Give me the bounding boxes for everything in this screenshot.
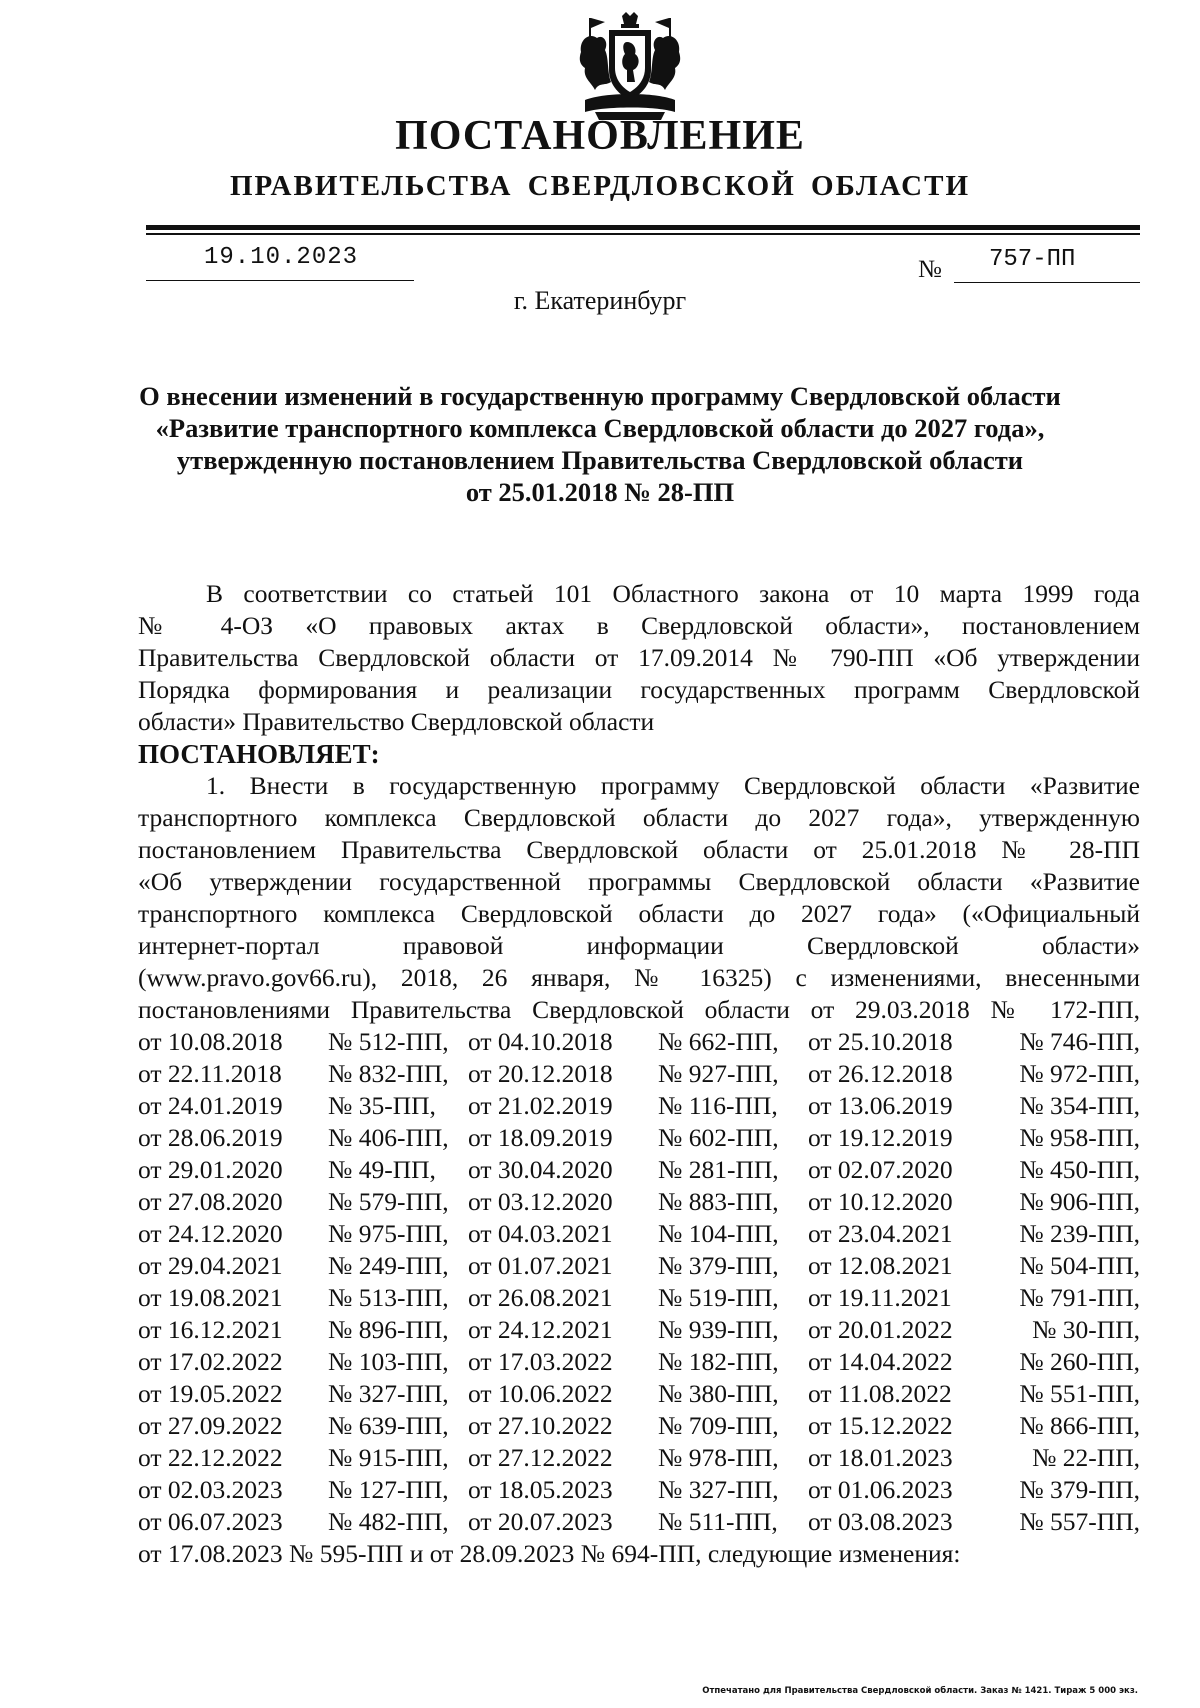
amendment-date: от 27.10.2022 [468, 1411, 613, 1440]
coat-of-arms-icon [575, 12, 685, 124]
amendment-date: от 04.10.2018 [468, 1027, 613, 1056]
amendment-number: № 127-ПП, [328, 1475, 449, 1504]
amendment-number: № 972-ПП, [1019, 1059, 1140, 1088]
amendment-row [138, 1282, 1140, 1314]
amendment-row [138, 1410, 1140, 1442]
amendment-date: от 18.09.2019 [468, 1123, 613, 1152]
amendment-date: от 01.07.2021 [468, 1251, 613, 1280]
amendment-date: от 03.08.2023 [808, 1507, 953, 1536]
final-line: от 17.08.2023 № 595-ПП и от 28.09.2023 № 694-ПП, следующие изменения: [138, 1539, 961, 1568]
amendment-number: № 512-ПП, [328, 1027, 449, 1056]
amendment-number: № 939-ПП, [658, 1315, 779, 1344]
amendment-row [138, 1122, 1140, 1154]
document-title: ПОСТАНОВЛЕНИЕ [395, 113, 805, 159]
amendment-number: № 116-ПП, [658, 1091, 778, 1120]
document-subtitle: ПРАВИТЕЛЬСТВА СВЕРДЛОВСКОЙ ОБЛАСТИ [229, 170, 971, 202]
amendment-number: № 915-ПП, [328, 1443, 449, 1472]
amendment-row [138, 1378, 1140, 1410]
preamble-line: В соответствии со статьей 101 Областного закона от 10 марта 1999 года [206, 579, 1140, 608]
amendment-row [138, 1346, 1140, 1378]
amendment-date: от 23.04.2021 [808, 1219, 953, 1248]
amendment-number: № 249-ПП, [328, 1251, 449, 1280]
amendment-number: № 709-ПП, [658, 1411, 779, 1440]
document-city: г. Екатеринбург [513, 286, 687, 315]
amendment-number: № 551-ПП, [1019, 1379, 1140, 1408]
amendment-number: № 511-ПП, [658, 1507, 778, 1536]
amendment-date: от 20.01.2022 [808, 1315, 953, 1344]
amendment-date: от 29.01.2020 [138, 1155, 283, 1184]
amendment-number: № 978-ПП, [658, 1443, 779, 1472]
heading-line: утвержденную постановлением Правительства Свердловской области [176, 445, 1024, 475]
amendment-row [138, 1474, 1140, 1506]
header-divider-thick [146, 225, 1140, 230]
amendment-date: от 19.12.2019 [808, 1123, 953, 1152]
amendment-row [138, 1218, 1140, 1250]
amendment-number: № 281-ПП, [658, 1155, 779, 1184]
document-heading [130, 380, 1070, 508]
amendment-date: от 14.04.2022 [808, 1347, 953, 1376]
amendment-number: № 182-ПП, [658, 1347, 779, 1376]
amendment-row [138, 1506, 1140, 1538]
amendment-number: № 579-ПП, [328, 1187, 449, 1216]
amendment-date: от 02.03.2023 [138, 1475, 283, 1504]
amendment-date: от 22.12.2022 [138, 1443, 283, 1472]
amendment-date: от 27.08.2020 [138, 1187, 283, 1216]
amendment-date: от 19.08.2021 [138, 1283, 283, 1312]
amendment-number: № 602-ПП, [658, 1123, 779, 1152]
amendment-date: от 30.04.2020 [468, 1155, 613, 1184]
heading-line: от 25.01.2018 № 28-ПП [465, 477, 735, 507]
header-divider-thin [146, 233, 1140, 235]
amendment-date: от 21.02.2019 [468, 1091, 613, 1120]
amendment-date: от 11.08.2022 [808, 1379, 952, 1408]
amendment-number: № 260-ПП, [1019, 1347, 1140, 1376]
amendment-date: от 06.07.2023 [138, 1507, 283, 1536]
preamble-line: Правительства Свердловской области от 17.09.2014 № 790-ПП «Об утверждении [138, 643, 1140, 672]
amendment-number: № 791-ПП, [1019, 1283, 1140, 1312]
amendment-date: от 17.03.2022 [468, 1347, 613, 1376]
item-line: 1. Внести в государственную программу Свердловской области «Развитие [206, 771, 1140, 800]
preamble-line: Порядка формирования и реализации государственных программ Свердловской [138, 675, 1140, 704]
amendment-number: № 406-ПП, [328, 1123, 449, 1152]
amendment-date: от 20.12.2018 [468, 1059, 613, 1088]
number-field [954, 246, 1140, 283]
amendment-date: от 01.06.2023 [808, 1475, 953, 1504]
amendment-number: № 513-ПП, [328, 1283, 449, 1312]
amendment-date: от 16.12.2021 [138, 1315, 283, 1344]
amendment-date: от 27.12.2022 [468, 1443, 613, 1472]
amendment-number: № 379-ПП, [658, 1251, 779, 1280]
preamble-line: области» Правительство Свердловской области [138, 707, 655, 736]
amendment-number: № 927-ПП, [658, 1059, 779, 1088]
amendment-number: № 896-ПП, [328, 1315, 449, 1344]
amendment-number: № 239-ПП, [1019, 1219, 1140, 1248]
amendment-date: от 18.05.2023 [468, 1475, 613, 1504]
amendment-date: от 04.03.2021 [468, 1219, 613, 1248]
amendment-date: от 12.08.2021 [808, 1251, 953, 1280]
amendment-number: № 975-ПП, [328, 1219, 449, 1248]
amendment-date: от 24.12.2020 [138, 1219, 283, 1248]
amendment-number: № 883-ПП, [658, 1187, 779, 1216]
amendment-number: № 832-ПП, [328, 1059, 449, 1088]
amendment-date: от 19.05.2022 [138, 1379, 283, 1408]
amendment-row [138, 1186, 1140, 1218]
amendment-number: № 354-ПП, [1019, 1091, 1140, 1120]
amendment-date: от 10.06.2022 [468, 1379, 613, 1408]
amendment-date: от 26.12.2018 [808, 1059, 953, 1088]
amendment-row [138, 1314, 1140, 1346]
amendment-date: от 10.08.2018 [138, 1027, 283, 1056]
item-line: постановлением Правительства Свердловской области от 25.01.2018 № 28-ПП [138, 835, 1140, 864]
amendment-number: № 103-ПП, [328, 1347, 449, 1376]
item-line: постановлениями Правительства Свердловской области от 29.03.2018 № 172-ПП, [138, 995, 1140, 1024]
amendments-list [138, 1026, 1140, 1538]
document-body [138, 578, 1140, 1570]
amendment-number: № 639-ПП, [328, 1411, 449, 1440]
amendment-row [138, 1250, 1140, 1282]
amendment-number: № 30-ПП, [1032, 1315, 1140, 1344]
amendment-number: № 504-ПП, [1019, 1251, 1140, 1280]
item-line: (www.pravo.gov66.ru), 2018, 26 января, № 16325) с изменениями, внесенными [138, 963, 1140, 992]
amendment-row [138, 1442, 1140, 1474]
amendment-date: от 29.04.2021 [138, 1251, 283, 1280]
amendment-date: от 25.10.2018 [808, 1027, 953, 1056]
amendment-number: № 519-ПП, [658, 1283, 779, 1312]
amendment-date: от 24.12.2021 [468, 1315, 613, 1344]
amendment-number: № 482-ПП, [328, 1507, 449, 1536]
amendment-number: № 866-ПП, [1019, 1411, 1140, 1440]
amendment-row [138, 1090, 1140, 1122]
amendment-number: № 327-ПП, [328, 1379, 449, 1408]
amendment-date: от 26.08.2021 [468, 1283, 613, 1312]
amendment-number: № 49-ПП, [328, 1155, 436, 1184]
amendment-row [138, 1058, 1140, 1090]
amendment-number: № 450-ПП, [1019, 1155, 1140, 1184]
amendment-date: от 15.12.2022 [808, 1411, 953, 1440]
amendment-date: от 19.11.2021 [808, 1283, 952, 1312]
item-line: транспортного комплекса Свердловской области до 2027 года», утвержденную [138, 803, 1140, 832]
amendment-date: от 20.07.2023 [468, 1507, 613, 1536]
amendment-date: от 10.12.2020 [808, 1187, 953, 1216]
amendment-number: № 746-ПП, [1019, 1027, 1140, 1056]
amendment-number: № 958-ПП, [1019, 1123, 1140, 1152]
document-date: 19.10.2023 [204, 244, 359, 271]
item-line: «Об утверждении государственной программы Свердловской области «Развитие [138, 867, 1140, 896]
amendment-number: № 662-ПП, [658, 1027, 779, 1056]
amendment-date: от 18.01.2023 [808, 1443, 953, 1472]
amendment-number: № 380-ПП, [658, 1379, 779, 1408]
amendment-number: № 327-ПП, [658, 1475, 779, 1504]
amendment-date: от 28.06.2019 [138, 1123, 283, 1152]
heading-line: «Развитие транспортного комплекса Свердловской области до 2027 года», [155, 413, 1045, 443]
heading-line: О внесении изменений в государственную программу Свердловской области [139, 381, 1061, 411]
amendment-row [138, 1154, 1140, 1186]
preamble-line: № 4-ОЗ «О правовых актах в Свердловской области», постановлением [138, 611, 1140, 640]
amendment-number: № 557-ПП, [1019, 1507, 1140, 1536]
date-field [146, 244, 414, 281]
amendment-date: от 24.01.2019 [138, 1091, 283, 1120]
print-footer: Отпечатано для Правительства Свердловской области. Заказ № 1421. Тираж 5 000 экз. [702, 1686, 1138, 1696]
amendment-date: от 03.12.2020 [468, 1187, 613, 1216]
amendment-date: от 17.02.2022 [138, 1347, 283, 1376]
resolves-keyword: ПОСТАНОВЛЯЕТ: [138, 739, 380, 769]
amendment-row [138, 1026, 1140, 1058]
amendment-date: от 22.11.2018 [138, 1059, 282, 1088]
item-line: интернет-портал правовой информации Свердловской области» [138, 931, 1140, 960]
amendment-number: № 379-ПП, [1019, 1475, 1140, 1504]
amendment-date: от 27.09.2022 [138, 1411, 283, 1440]
amendment-number: № 35-ПП, [328, 1091, 436, 1120]
number-label: № [918, 256, 942, 283]
amendment-number: № 104-ПП, [658, 1219, 779, 1248]
item-line: транспортного комплекса Свердловской области до 2027 года» («Официальный [138, 899, 1140, 928]
amendment-number: № 22-ПП, [1032, 1443, 1140, 1472]
amendment-date: от 02.07.2020 [808, 1155, 953, 1184]
amendment-number: № 906-ПП, [1019, 1187, 1140, 1216]
amendment-date: от 13.06.2019 [808, 1091, 953, 1120]
document-number: 757-ПП [989, 246, 1076, 273]
